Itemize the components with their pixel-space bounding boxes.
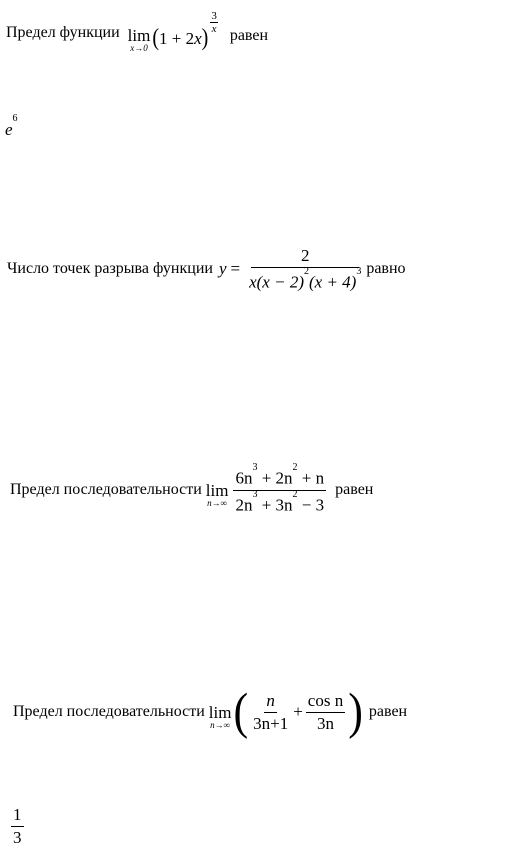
close-paren: ) [348, 683, 363, 740]
fraction-2: $\frac{\text{cos n}}{3n}$ [307, 690, 344, 733]
answer-4: $\frac{1}{3}$ [13, 805, 22, 847]
answer-1: $e^6$ [5, 113, 18, 139]
question-4 [13, 684, 407, 740]
limit-operator: lim x→0 [127, 26, 151, 53]
question-3-suffix: равен [335, 481, 374, 498]
question-3 [10, 461, 374, 515]
sequence-fraction: $\frac{6n^3 + 2n^2 + n}{2n^3 + 3n^2 - 3}$ [235, 461, 325, 515]
open-paren: ( [233, 683, 249, 740]
plus-sign: + [293, 702, 303, 721]
question-4-suffix: равен [368, 703, 408, 720]
question-1-suffix: равен [229, 27, 269, 44]
limit-exponent: $\frac{3}{x}$ [211, 9, 217, 35]
question-1-prefix: Предел функции [6, 24, 120, 41]
function-fraction: $\frac{2}{x(x - 2)^2(x + 4)^3}$ [249, 245, 362, 292]
question-4-prefix: Предел последовательности [13, 703, 205, 720]
question-2-prefix: Число точек разрыва функции [7, 260, 213, 277]
function-name: y [218, 259, 227, 278]
limit-expression-base: (1 + 2x) [152, 24, 209, 51]
question-1 [6, 8, 268, 58]
question-3-prefix: Предел последовательности [10, 481, 202, 498]
question-2-suffix: равно [366, 260, 406, 277]
question-2 [7, 244, 406, 294]
limit-operator: lim n→∞ [208, 703, 232, 730]
limit-operator: lim n→∞ [205, 481, 229, 508]
equals-sign: = [230, 259, 241, 278]
fraction-1: $\frac{n}{3n+1}$ [253, 690, 289, 733]
